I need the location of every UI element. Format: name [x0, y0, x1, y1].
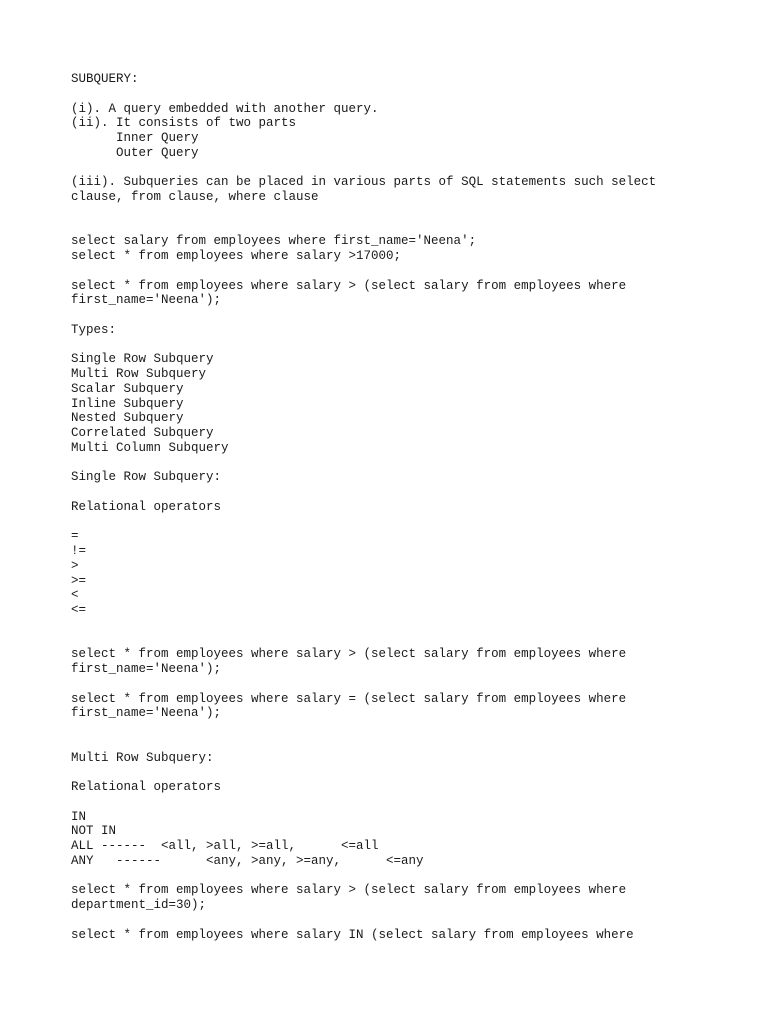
- blank-line: [71, 869, 656, 884]
- document-line: <=: [71, 603, 87, 617]
- document-line: Relational operators: [71, 780, 222, 794]
- document-line: !=: [71, 544, 87, 558]
- blank-line: [71, 87, 656, 102]
- document-line: Multi Row Subquery:: [71, 750, 214, 765]
- document-line: ALL ------ <all, >all, >=all, <=all: [71, 839, 379, 853]
- document-line: =: [71, 529, 79, 544]
- document-line: Types:: [71, 322, 117, 337]
- document-line: first_name='Neena');: [71, 662, 222, 676]
- blank-line: [71, 220, 656, 235]
- blank-line: [71, 795, 656, 810]
- document-line: Single Row Subquery:: [71, 470, 222, 485]
- blank-line: [71, 485, 656, 500]
- document-line: select * from employees where salary >17000;: [71, 249, 402, 263]
- blank-line: [71, 633, 656, 648]
- blank-line: [71, 338, 656, 353]
- document-line: Relational operators: [71, 499, 222, 514]
- document-line: <: [71, 588, 79, 603]
- document-line: select * from employees where salary > (select salary from employees where: [71, 278, 627, 293]
- document-line: Outer Query: [71, 145, 199, 160]
- document-line: >: [71, 558, 79, 573]
- document-line: Inline Subquery: [71, 396, 184, 411]
- document-line: (iii). Subqueries can be placed in various parts of SQL statements such select: [71, 175, 657, 190]
- blank-line: [71, 308, 656, 323]
- document-line: ANY ------ <any, >any, >=any, <=any: [71, 853, 424, 868]
- document-line: select * from employees where salary > (select salary from employees where: [71, 883, 627, 898]
- document-line: first_name='Neena');: [71, 706, 222, 721]
- blank-line: [71, 765, 656, 780]
- document-line: select * from employees where salary > (select salary from employees where: [71, 647, 627, 662]
- document-line: Inner Query: [71, 131, 199, 145]
- blank-line: [71, 456, 656, 471]
- document-line: Nested Subquery: [71, 411, 184, 426]
- document-line: IN: [71, 809, 87, 824]
- document-line: (ii). It consists of two parts: [71, 116, 297, 131]
- blank-line: [71, 161, 656, 176]
- document-line: Multi Row Subquery: [71, 367, 207, 381]
- document-line: select salary from employees where first_name='Neena';: [71, 234, 477, 249]
- blank-line: [71, 677, 656, 692]
- blank-line: [71, 721, 656, 736]
- document-line: NOT IN: [71, 824, 117, 839]
- document-line: Single Row Subquery: [71, 352, 214, 367]
- document-line: select * from employees where salary = (select salary from employees where: [71, 691, 627, 706]
- blank-line: [71, 618, 656, 633]
- blank-line: [71, 515, 656, 530]
- document-line: select * from employees where salary IN (select salary from employees where: [71, 927, 634, 942]
- document-line: >=: [71, 573, 87, 588]
- document-line: SUBQUERY:: [71, 72, 139, 86]
- document-line: Multi Column Subquery: [71, 440, 229, 455]
- blank-line: [71, 913, 656, 928]
- document-line: (i). A query embedded with another query.: [71, 101, 379, 116]
- blank-line: [71, 264, 656, 279]
- document-line: Correlated Subquery: [71, 426, 214, 440]
- blank-line: [71, 205, 656, 220]
- document-body: [71, 72, 656, 942]
- document-line: department_id=30);: [71, 898, 207, 912]
- document-line: first_name='Neena');: [71, 293, 222, 308]
- blank-line: [71, 736, 656, 751]
- document-line: Scalar Subquery: [71, 381, 184, 396]
- document-line: clause, from clause, where clause: [71, 190, 319, 204]
